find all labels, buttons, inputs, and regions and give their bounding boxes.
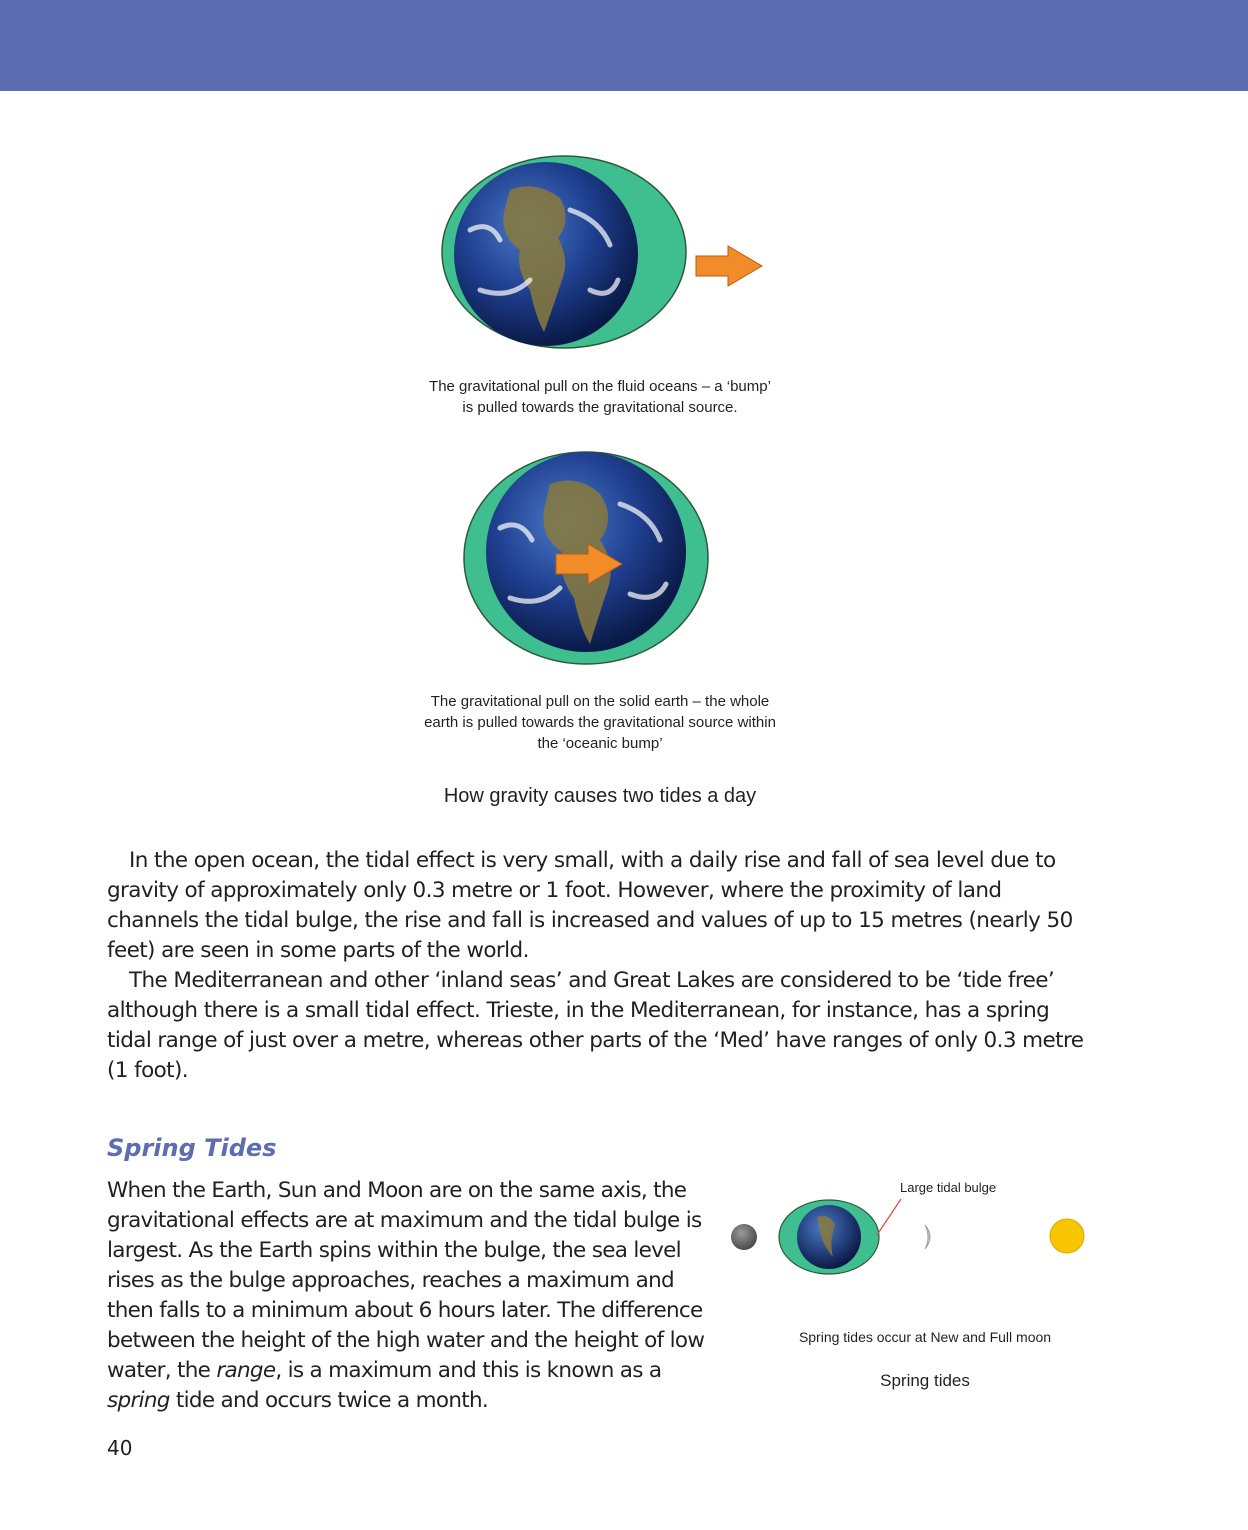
figure1-caption-line1: The gravitational pull on the fluid oceans – a ‘bump’ — [429, 378, 771, 395]
paragraph-open-ocean: In the open ocean, the tidal effect is very small, with a daily rise and fall of sea level due to gravity of approximately only 0.3 metre or 1 foot. However, where the proximity of land channels the tidal bulge, the rise and fall is increased and values of up to 15 metres (nearly 50 feet) are seen in some parts of the world. — [107, 848, 1073, 963]
figure2-caption-line1: The gravitational pull on the solid earth – the whole — [430, 693, 770, 710]
full-moon-crescent-icon — [925, 1225, 930, 1249]
figure-title: How gravity causes two tides a day — [443, 785, 757, 807]
sun-icon — [1050, 1219, 1084, 1253]
term-spring: spring — [107, 1388, 170, 1413]
paragraph-spring-tides — [107, 1176, 712, 1416]
page-number: 40 — [107, 1436, 133, 1460]
spring-tides-diagram — [725, 1195, 1090, 1280]
gravity-arrow-icon — [696, 246, 762, 286]
spring-figure-caption: Spring tides occur at New and Full moon — [798, 1329, 1052, 1345]
figure1-caption-line2: is pulled towards the gravitational source. — [462, 399, 738, 416]
paragraph-text: When the Earth, Sun and Moon are on the same axis, the gravitational effects are at maximum and the tidal bulge is largest. As the Earth spins within the bulge, the sea level rises as the bulge approaches, reaches a maximum and then falls to a minimum about 6 hours later. The difference between the height of the high water and the height of low water, the — [107, 1178, 705, 1383]
figure2-caption-line3: the ‘oceanic bump’ — [537, 735, 663, 752]
paragraph-text: , is a maximum and this is known as a — [275, 1358, 662, 1383]
section-heading-spring-tides: Spring Tides — [107, 1134, 277, 1162]
figure2-caption — [380, 691, 820, 754]
bulge-pointer-line — [877, 1199, 901, 1235]
figure2-caption-line2: earth is pulled towards the gravitational source within — [424, 714, 776, 731]
paragraph-inland-seas: The Mediterranean and other ‘inland seas’ and Great Lakes are considered to be ‘tide free’ although there is a small tidal effect. Trieste, in the Mediterranean, for instance, has a spring tidal range of just over a metre, whereas other parts of the ‘Med’ have ranges of only 0.3 metre (1 foot). — [107, 968, 1084, 1083]
spring-figure-title: Spring tides — [880, 1371, 970, 1390]
figure1-caption — [380, 376, 820, 418]
figure-solid-earth-pull — [460, 448, 720, 670]
new-moon-icon — [731, 1224, 757, 1250]
bulge-label: Large tidal bulge — [900, 1180, 997, 1195]
figure-ocean-bump — [440, 150, 780, 375]
header-band — [0, 0, 1248, 91]
term-range: range — [216, 1358, 276, 1383]
paragraph-text: tide and occurs twice a month. — [169, 1388, 489, 1413]
